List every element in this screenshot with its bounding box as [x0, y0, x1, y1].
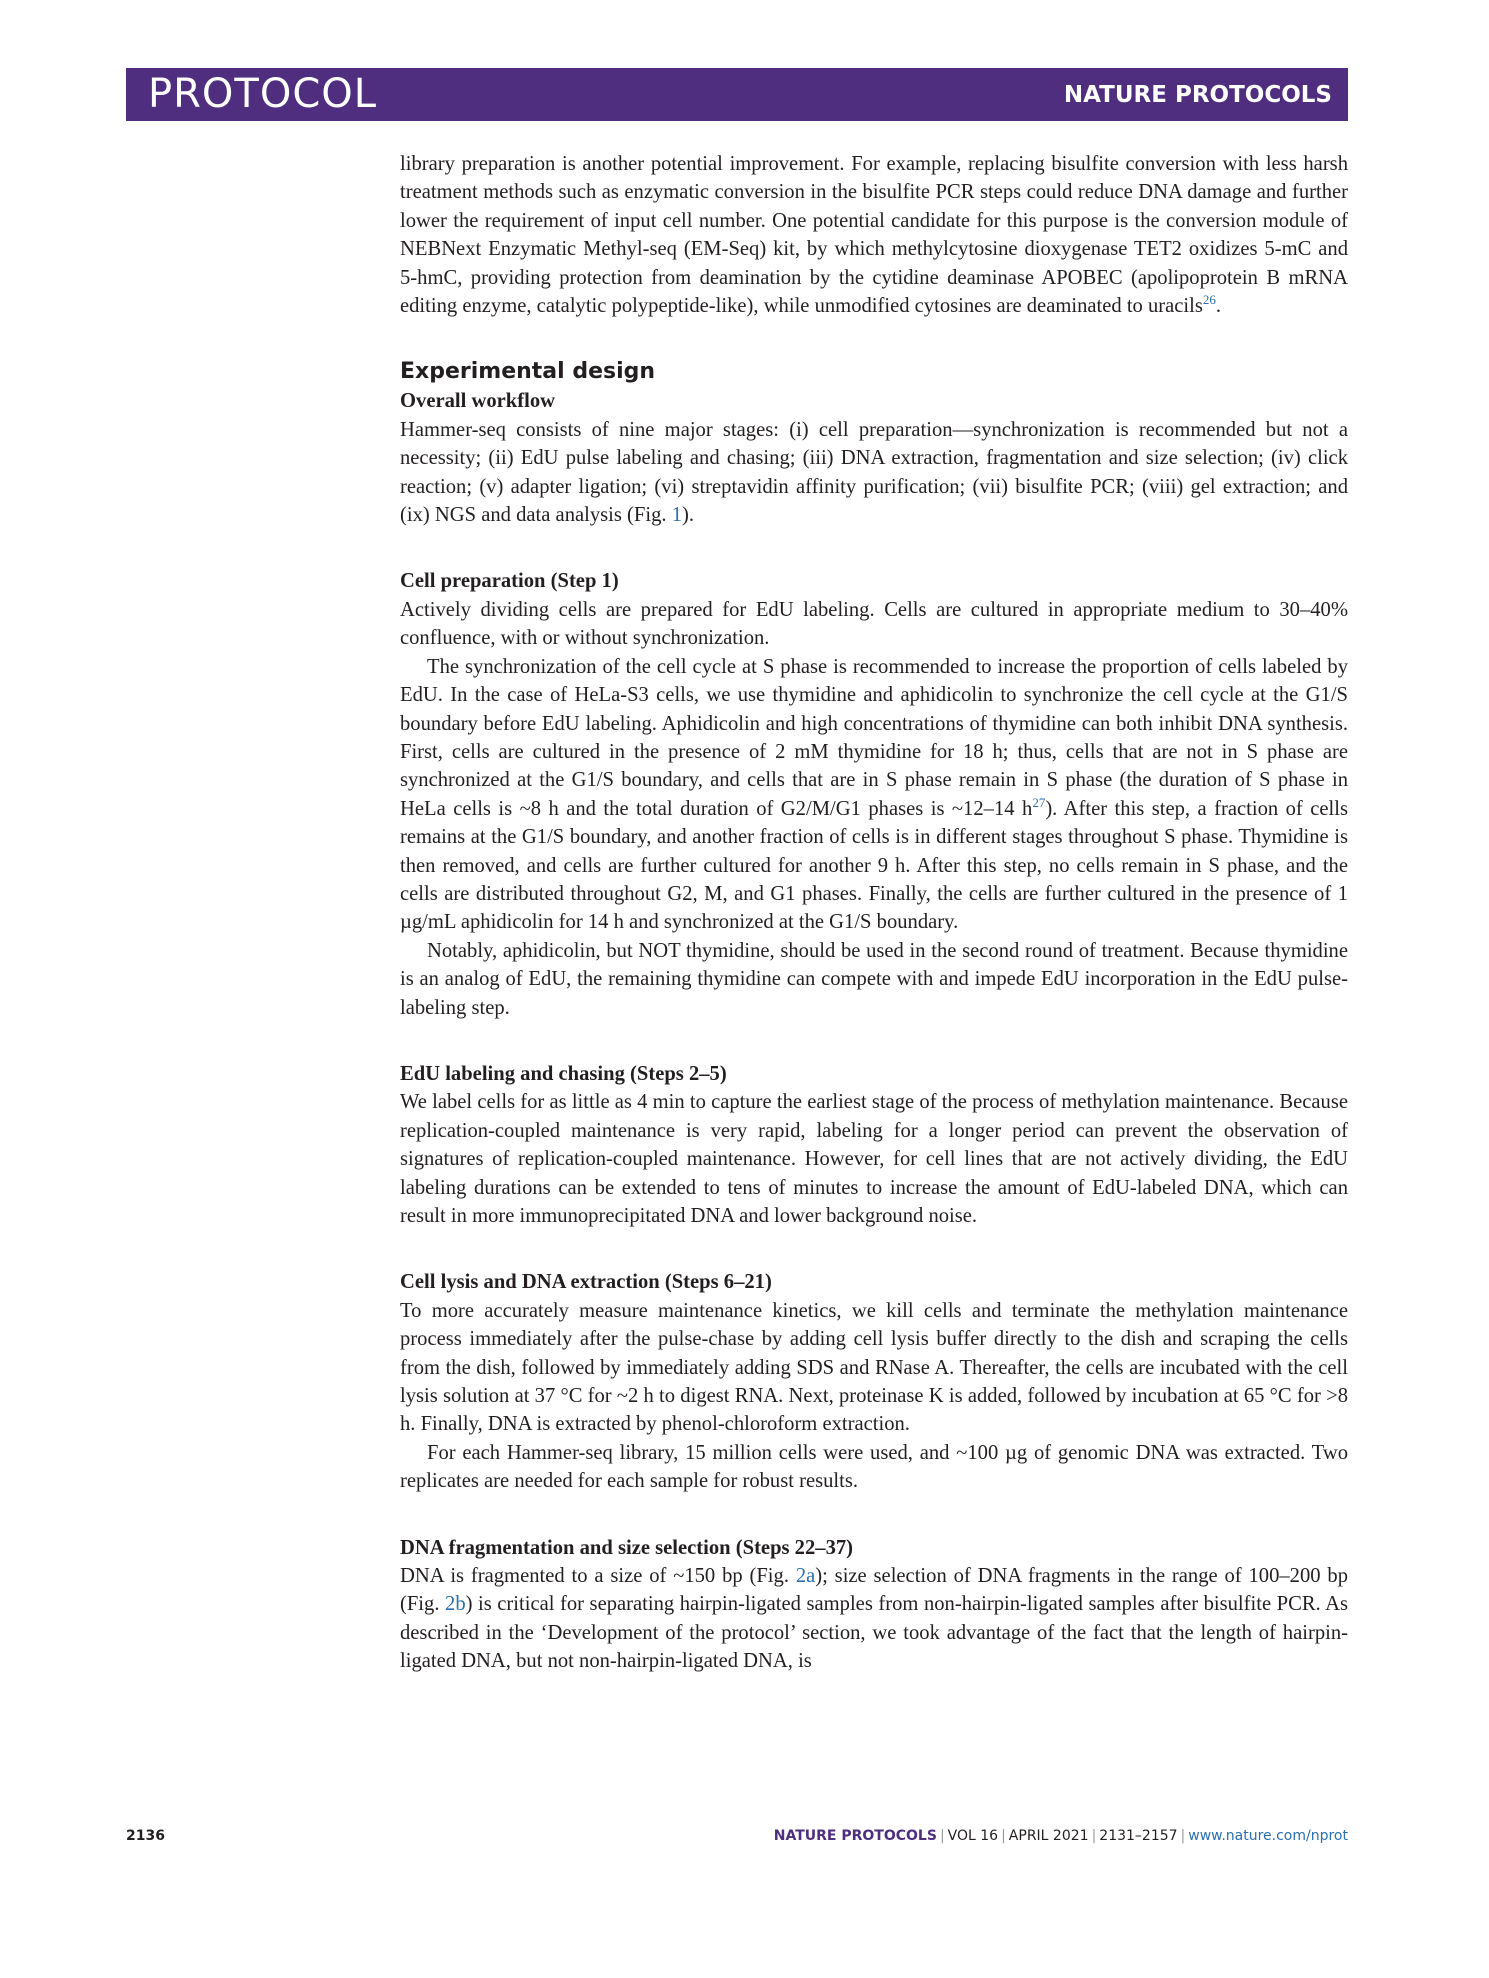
footer-date: APRIL 2021	[1008, 1828, 1089, 1844]
citation-link[interactable]: 27	[1032, 794, 1046, 810]
paragraph: Notably, aphidicolin, but NOT thymidine, should be used in the second round of treatment. Because thymidine is an analog of EdU, the remaining thymidine can compete with and impede EdU incorporation in the EdU pulse-labeling step.	[400, 939, 1348, 1019]
paragraph: DNA is fragmented to a size of ~150 bp (Fig. 2a); size selection of DNA fragments in the range of 100–200 bp (Fig. 2b) is critical for separating hairpin-ligated samples from non-hairpin-ligated samples after bisulfite PCR. As described in the ‘Development of the protocol’ section, we took advantage of the fact that the length of hairpin-ligated DNA, but not non-hairpin-ligated DNA, is	[400, 1565, 1349, 1673]
intro-paragraph: library preparation is another potential improvement. For example, replacing bisulfite conversion with less harsh treatment methods such as enzymatic conversion in the bisulfite PCR steps could reduce DNA damage and further lower the requirement of input cell number. One potential candidate for this purpose is the conversion module of NEBNext Enzymatic Methyl-seq (EM-Seq) kit, by which methylcytosine dioxygenase TET2 oxidizes 5-mC and 5-hmC, providing protection from deamination by the cytidine deaminase APOBEC (apolipoprotein B mRNA editing enzyme, catalytic polypeptide-like), while unmodified cytosines are deaminated to uracils$^{26}$.	[400, 153, 1348, 318]
page-number: 2136	[126, 1828, 165, 1844]
subsection-heading: EdU labeling and chasing (Steps 2–5)	[400, 1062, 727, 1085]
paragraph: Hammer-seq consists of nine major stages: (i) cell preparation—synchronization is recommended but not a necessity; (ii) EdU pulse labeling and chasing; (iii) DNA extraction, fragmentation and size selection; (iv) click reaction; (v) adapter ligation; (vi) streptavidin affinity purification; (vii) bisulfite PCR; (viii) gel extraction; and (ix) NGS and data analysis (Fig. 1).	[400, 418, 1348, 527]
paragraph: For each Hammer-seq library, 15 million cells were used, and ~100 µg of genomic DNA was extracted. Two replicates are needed for each sample for robust results.	[400, 1441, 1348, 1493]
section-heading: Experimental design	[400, 359, 656, 385]
citation-link[interactable]: 26	[1202, 292, 1216, 308]
subsection-heading: DNA fragmentation and size selection (Steps 22–37)	[400, 1536, 854, 1559]
footer-pages: 2131–2157	[1099, 1828, 1178, 1844]
paragraph: To more accurately measure maintenance kinetics, we kill cells and terminate the methylation maintenance process immediately after the pulse-chase by adding cell lysis buffer directly to the dish and scraping the cells from the dish, followed by immediately adding SDS and RNase A. Thereafter, the cells are incubated with the cell lysis solution at 37 °C for ~2 h to digest RNA. Next, proteinase K is added, followed by incubation at 65 °C for >8 h. Finally, DNA is extracted by phenol-chloroform extraction.	[400, 1299, 1348, 1436]
subsection-heading: Cell lysis and DNA extraction (Steps 6–21)	[400, 1271, 772, 1294]
subsection-heading: Cell preparation (Step 1)	[400, 570, 619, 593]
header-bar	[126, 68, 1348, 121]
section-label: PROTOCOL	[148, 71, 378, 117]
figure-link[interactable]: 2b	[445, 1593, 466, 1616]
footer-journal: NATURE PROTOCOLS	[773, 1828, 937, 1844]
footer-citation: NATURE PROTOCOLS | VOL 16 | APRIL 2021 | 2131–2157 | www.nature.com/nprot	[773, 1828, 1348, 1844]
footer-url-link[interactable]: www.nature.com/nprot	[1188, 1828, 1348, 1844]
subsection-heading: Overall workflow	[400, 390, 555, 413]
paragraph: The synchronization of the cell cycle at S phase is recommended to increase the proportion of cells labeled by EdU. In the case of HeLa-S3 cells, we use thymidine and aphidicolin to synchronize the cell cycle at the G1/S boundary before EdU labeling. Aphidicolin and high concentrations of thymidine can both inhibit DNA synthesis. First, cells are cultured in the presence of 2 mM thymidine for 18 h; thus, cells that are not in S phase are synchronized at the G1/S boundary, and cells that are in S phase remain in S phase (the duration of S phase in HeLa cells is ~8 h and the total duration of G2/M/G1 phases is ~12–14 h$^{27}$). After this step, a fraction of cells remains at the G1/S boundary, and another fraction of cells is in different stages throughout S phase. Thymidine is then removed, and cells are further cultured for another 9 h. After this step, no cells remain in S phase, and the cells are distributed throughout G2, M, and G1 phases. Finally, the cells are further cultured in the presence of 1 µg/mL aphidicolin for 14 h and synchronized at the G1/S boundary.	[400, 655, 1348, 934]
paragraph: We label cells for as little as 4 min to capture the earliest stage of the process of methylation maintenance. Because replication-coupled maintenance is very rapid, labeling for a longer period can prevent the observation of signatures of replication-coupled maintenance. However, for cell lines that are not actively dividing, the EdU labeling durations can be extended to tens of minutes to increase the amount of EdU-labeled DNA, which can result in more immunoprecipitated DNA and lower background noise.	[400, 1091, 1348, 1227]
figure-link[interactable]: 2a	[795, 1565, 816, 1588]
footer-volume: VOL 16	[947, 1828, 999, 1844]
figure-link[interactable]: 1	[671, 504, 682, 527]
paragraph: Actively dividing cells are prepared for EdU labeling. Cells are cultured in appropriate medium to 30–40% confluence, with or without synchronization.	[400, 598, 1348, 650]
main-content	[400, 150, 1348, 1676]
journal-label: NATURE PROTOCOLS	[1063, 82, 1332, 108]
